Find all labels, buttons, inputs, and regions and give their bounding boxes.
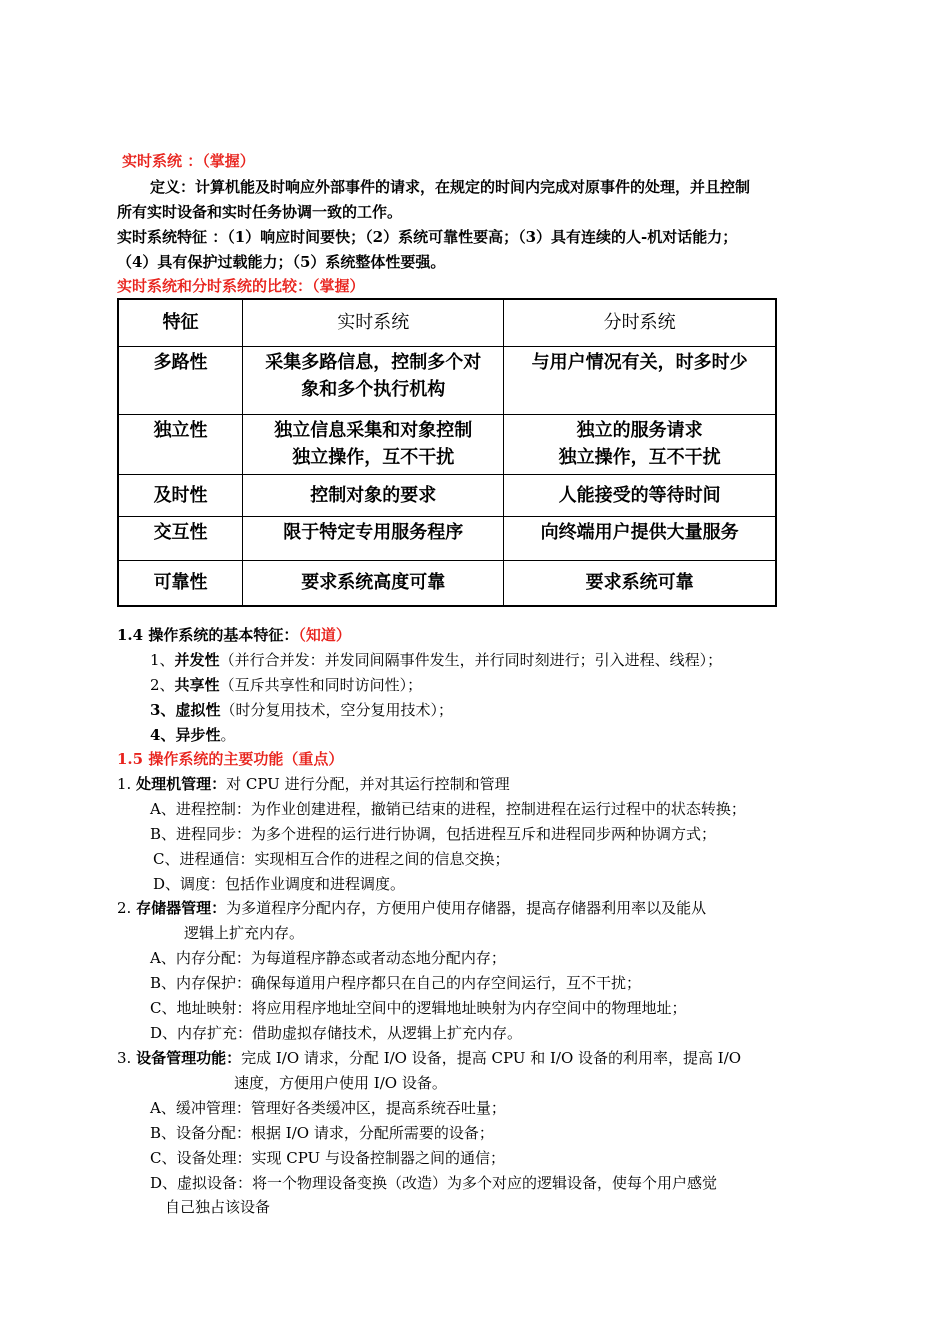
feature-cell: 可靠性 xyxy=(118,560,243,606)
timesharing-cell: 与用户情况有关，时多时少 xyxy=(504,346,776,414)
section-title-realtime: 实时系统 ：（掌握） xyxy=(122,152,255,170)
list-item: D、虚拟设备：将一个物理设备变换（改造）为多个对应的逻辑设备，使每个用户感觉 xyxy=(150,1174,718,1192)
list-item: 2、共享性（互斥共享性和同时访问性）； xyxy=(150,676,423,694)
list-item: B、进程同步：为多个进程的运行进行协调，包括进程互斥和进程同步两种协调方式； xyxy=(150,825,717,843)
function-heading-device: 3. 设备管理功能：完成 I/O 请求，分配 I/O 设备，提高 CPU 和 I/O 设备的利用率，提高 I/O xyxy=(117,1049,742,1067)
comparison-table xyxy=(117,298,777,607)
timesharing-cell: 向终端用户提供大量服务 xyxy=(504,516,776,560)
table-header-row xyxy=(118,299,776,346)
list-item: C、进程通信：实现相互合作的进程之间的信息交换； xyxy=(153,850,510,868)
realtime-cell: 采集多路信息，控制多个对 象和多个执行机构 xyxy=(243,346,504,414)
list-item: D、内存扩充：借助虚拟存储技术，从逻辑上扩充内存。 xyxy=(150,1024,523,1042)
list-item: A、缓冲管理：管理好各类缓冲区，提高系统吞吐量； xyxy=(150,1099,506,1117)
list-item: C、设备处理：实现 CPU 与设备控制器之间的通信； xyxy=(150,1149,505,1167)
list-item: A、进程控制：为作业创建进程，撤销已结束的进程，控制进程在运行过程中的状态转换； xyxy=(150,800,746,818)
list-item-continued: 自己独占该设备 xyxy=(165,1198,271,1216)
table-row xyxy=(118,516,776,560)
realtime-cell: 控制对象的要求 xyxy=(243,474,504,516)
features-line-2: （4）具有保护过载能力；（5）系统整体性要强。 xyxy=(117,253,446,271)
list-item: B、内存保护：确保每道用户程序都只在自己的内存空间运行，互不干扰； xyxy=(150,974,642,992)
header-realtime: 实时系统 xyxy=(243,299,504,346)
definition-line-1: 定义：计算机能及时响应外部事件的请求，在规定的时间内完成对原事件的处理，并且控制 xyxy=(150,178,751,196)
list-item: B、设备分配：根据 I/O 请求，分配所需要的设备； xyxy=(150,1124,494,1142)
header-feature: 特征 xyxy=(118,299,243,346)
comparison-title: 实时系统和分时系统的比较：（掌握） xyxy=(117,277,365,295)
feature-cell: 独立性 xyxy=(118,414,243,474)
list-item: C、地址映射：将应用程序地址空间中的逻辑地址映射为内存空间中的物理地址； xyxy=(150,999,687,1017)
list-item: D、调度：包括作业调度和进程调度。 xyxy=(153,875,406,893)
realtime-cell: 限于特定专用服务程序 xyxy=(243,516,504,560)
list-item: A、内存分配：为每道程序静态或者动态地分配内存； xyxy=(150,949,506,967)
function-heading-processor: 1. 处理机管理：对 CPU 进行分配，并对其运行控制和管理 xyxy=(117,775,510,793)
timesharing-cell: 人能接受的等待时间 xyxy=(504,474,776,516)
list-item: 1、并发性（并行合并发：并发同间隔事件发生，并行同时刻进行；引入进程、线程）； xyxy=(150,651,723,669)
list-item: 4、异步性。 xyxy=(150,726,236,744)
table-row xyxy=(118,346,776,414)
feature-cell: 及时性 xyxy=(118,474,243,516)
section-heading-1-4: 1.4 操作系统的基本特征：（知道） xyxy=(117,626,351,644)
section-heading-1-5: 1.5 操作系统的主要功能（重点） xyxy=(117,750,344,768)
table-row xyxy=(118,474,776,516)
function-desc-continued: 速度，方便用户使用 I/O 设备。 xyxy=(234,1074,447,1092)
timesharing-cell: 要求系统可靠 xyxy=(504,560,776,606)
feature-cell: 多路性 xyxy=(118,346,243,414)
header-timesharing: 分时系统 xyxy=(504,299,776,346)
realtime-cell: 独立信息采集和对象控制 独立操作，互不干扰 xyxy=(243,414,504,474)
features-line-1: 实时系统特征 ：（1）响应时间要快；（2）系统可靠性要高；（3）具有连续的人-机对话能力； xyxy=(117,228,738,246)
list-item: 3、虚拟性（时分复用技术，空分复用技术）； xyxy=(150,701,453,719)
function-desc-continued: 逻辑上扩充内存。 xyxy=(184,924,305,942)
table-row xyxy=(118,560,776,606)
timesharing-cell: 独立的服务请求 独立操作，互不干扰 xyxy=(504,414,776,474)
realtime-cell: 要求系统高度可靠 xyxy=(243,560,504,606)
definition-line-2: 所有实时设备和实时任务协调一致的工作。 xyxy=(117,203,403,221)
feature-cell: 交互性 xyxy=(118,516,243,560)
table-row xyxy=(118,414,776,474)
function-heading-memory: 2. 存储器管理：为多道程序分配内存，方便用户使用存储器，提高存储器利用率以及能从 xyxy=(117,899,707,917)
